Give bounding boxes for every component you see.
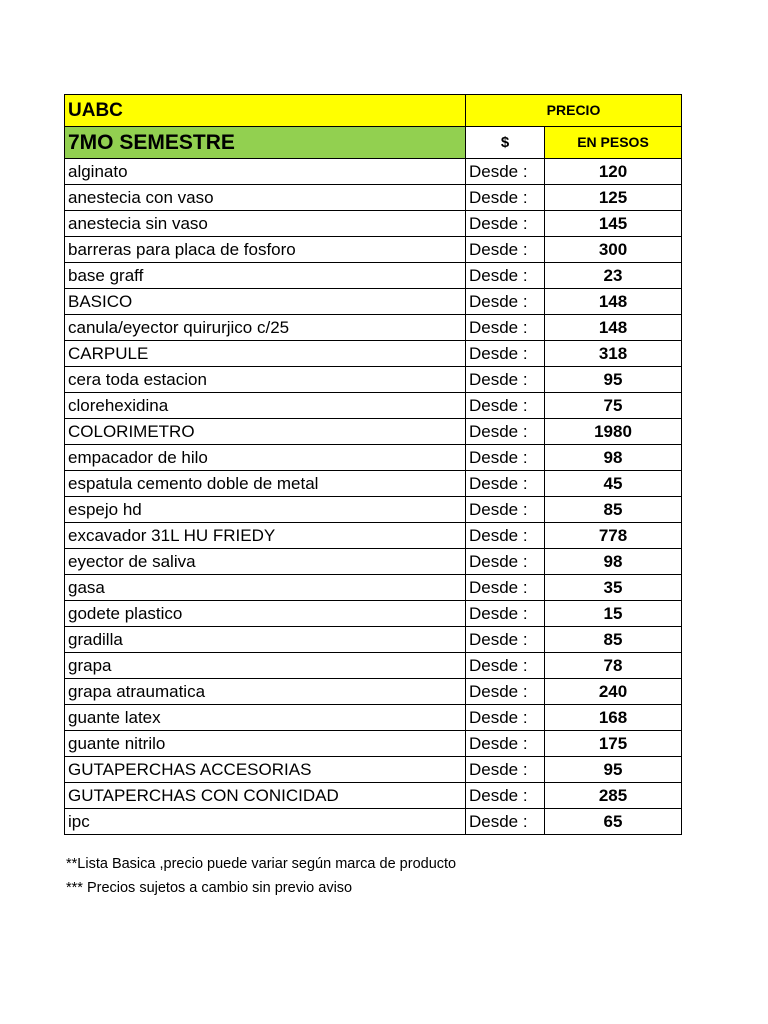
item-name-cell: cera toda estacion <box>65 367 466 393</box>
price-cell: 120 <box>545 159 682 185</box>
desde-label-cell: Desde : <box>466 653 545 679</box>
desde-label-cell: Desde : <box>466 705 545 731</box>
sheet-title: UABC <box>65 95 466 127</box>
price-cell: 23 <box>545 263 682 289</box>
desde-label-cell: Desde : <box>466 549 545 575</box>
table-row <box>65 575 682 601</box>
price-cell: 318 <box>545 341 682 367</box>
item-name-cell: gasa <box>65 575 466 601</box>
price-cell: 148 <box>545 289 682 315</box>
desde-label-cell: Desde : <box>466 289 545 315</box>
footnote-1: **Lista Basica ,precio puede variar según marca de producto <box>66 856 457 872</box>
item-name-cell: alginato <box>65 159 466 185</box>
price-cell: 168 <box>545 705 682 731</box>
desde-label-cell: Desde : <box>466 757 545 783</box>
price-cell: 300 <box>545 237 682 263</box>
table-row <box>65 367 682 393</box>
item-name-cell: espatula cemento doble de metal <box>65 471 466 497</box>
price-cell: 98 <box>545 549 682 575</box>
item-name-cell: GUTAPERCHAS CON CONICIDAD <box>65 783 466 809</box>
price-list-table <box>64 94 682 835</box>
table-row <box>65 341 682 367</box>
unit-header: EN PESOS <box>545 127 682 159</box>
price-cell: 285 <box>545 783 682 809</box>
price-cell: 85 <box>545 497 682 523</box>
price-cell: 148 <box>545 315 682 341</box>
desde-label-cell: Desde : <box>466 679 545 705</box>
desde-label-cell: Desde : <box>466 497 545 523</box>
item-name-cell: guante latex <box>65 705 466 731</box>
item-name-cell: guante nitrilo <box>65 731 466 757</box>
price-cell: 175 <box>545 731 682 757</box>
desde-label-cell: Desde : <box>466 731 545 757</box>
table-row <box>65 159 682 185</box>
table-row <box>65 419 682 445</box>
desde-label-cell: Desde : <box>466 419 545 445</box>
table-row <box>65 679 682 705</box>
item-name-cell: anestecia sin vaso <box>65 211 466 237</box>
item-name-cell: espejo hd <box>65 497 466 523</box>
price-cell: 15 <box>545 601 682 627</box>
desde-label-cell: Desde : <box>466 315 545 341</box>
table-row <box>65 237 682 263</box>
table-row <box>65 263 682 289</box>
desde-label-cell: Desde : <box>466 523 545 549</box>
desde-label-cell: Desde : <box>466 341 545 367</box>
item-name-cell: anestecia con vaso <box>65 185 466 211</box>
table-row <box>65 445 682 471</box>
footnotes <box>66 852 456 900</box>
table-row <box>65 809 682 835</box>
price-cell: 95 <box>545 367 682 393</box>
table-row <box>65 211 682 237</box>
desde-label-cell: Desde : <box>466 211 545 237</box>
price-cell: 98 <box>545 445 682 471</box>
desde-label-cell: Desde : <box>466 445 545 471</box>
desde-label-cell: Desde : <box>466 783 545 809</box>
item-name-cell: GUTAPERCHAS ACCESORIAS <box>65 757 466 783</box>
table-row <box>65 705 682 731</box>
item-name-cell: gradilla <box>65 627 466 653</box>
desde-label-cell: Desde : <box>466 159 545 185</box>
item-name-cell: base graff <box>65 263 466 289</box>
item-name-cell: BASICO <box>65 289 466 315</box>
item-name-cell: empacador de hilo <box>65 445 466 471</box>
desde-label-cell: Desde : <box>466 627 545 653</box>
price-cell: 125 <box>545 185 682 211</box>
desde-label-cell: Desde : <box>466 393 545 419</box>
desde-label-cell: Desde : <box>466 575 545 601</box>
table-row <box>65 549 682 575</box>
table-row <box>65 393 682 419</box>
table-row <box>65 289 682 315</box>
desde-label-cell: Desde : <box>466 185 545 211</box>
sheet-subtitle: 7MO SEMESTRE <box>65 127 466 159</box>
table-row <box>65 783 682 809</box>
item-name-cell: clorehexidina <box>65 393 466 419</box>
desde-label-cell: Desde : <box>466 237 545 263</box>
footnote-2: *** Precios sujetos a cambio sin previo aviso <box>66 880 353 896</box>
table-row <box>65 497 682 523</box>
desde-label-cell: Desde : <box>466 263 545 289</box>
item-name-cell: excavador 31L HU FRIEDY <box>65 523 466 549</box>
table-row <box>65 471 682 497</box>
item-name-cell: COLORIMETRO <box>65 419 466 445</box>
desde-label-cell: Desde : <box>466 601 545 627</box>
desde-label-cell: Desde : <box>466 471 545 497</box>
price-cell: 45 <box>545 471 682 497</box>
price-cell: 1980 <box>545 419 682 445</box>
price-header: PRECIO <box>466 95 682 127</box>
price-cell: 75 <box>545 393 682 419</box>
price-cell: 240 <box>545 679 682 705</box>
item-name-cell: godete plastico <box>65 601 466 627</box>
table-row <box>65 315 682 341</box>
header-row-2 <box>65 127 682 159</box>
table-row <box>65 627 682 653</box>
desde-label-cell: Desde : <box>466 809 545 835</box>
item-name-cell: barreras para placa de fosforo <box>65 237 466 263</box>
price-cell: 778 <box>545 523 682 549</box>
table-row <box>65 731 682 757</box>
price-cell: 78 <box>545 653 682 679</box>
item-name-cell: grapa <box>65 653 466 679</box>
price-cell: 145 <box>545 211 682 237</box>
header-row-1 <box>65 95 682 127</box>
item-name-cell: eyector de saliva <box>65 549 466 575</box>
table-row <box>65 185 682 211</box>
item-name-cell: ipc <box>65 809 466 835</box>
item-name-cell: CARPULE <box>65 341 466 367</box>
table-row <box>65 653 682 679</box>
item-name-cell: canula/eyector quirurjico c/25 <box>65 315 466 341</box>
currency-header: $ <box>466 127 545 159</box>
desde-label-cell: Desde : <box>466 367 545 393</box>
table-row <box>65 601 682 627</box>
price-cell: 65 <box>545 809 682 835</box>
table-row <box>65 523 682 549</box>
table-row <box>65 757 682 783</box>
price-cell: 95 <box>545 757 682 783</box>
item-name-cell: grapa atraumatica <box>65 679 466 705</box>
price-cell: 35 <box>545 575 682 601</box>
price-cell: 85 <box>545 627 682 653</box>
